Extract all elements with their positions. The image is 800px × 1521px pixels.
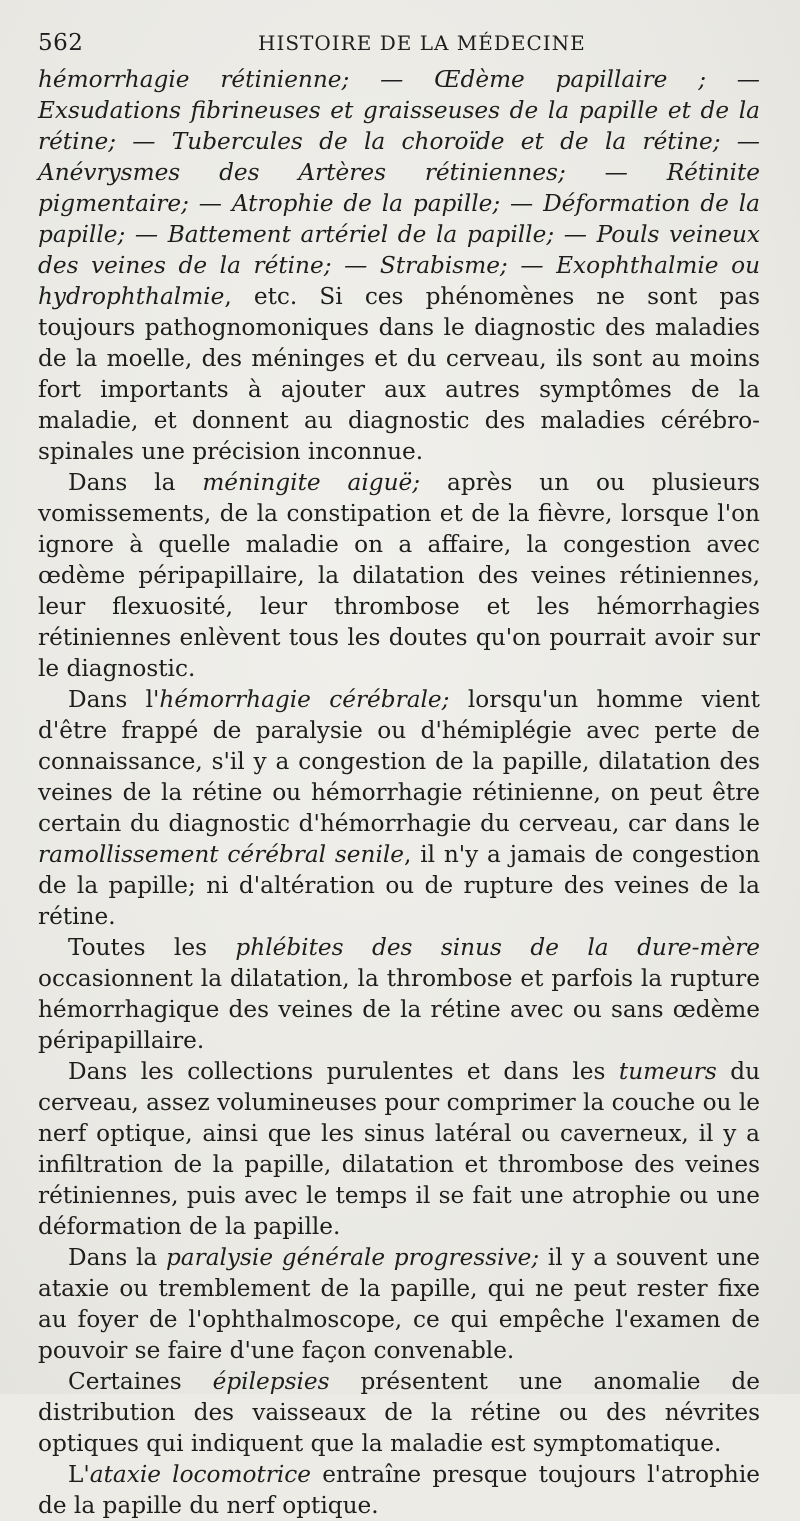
text-run: , etc. Si ces phénomènes ne sont pas toujours pathognomoniques dans le diagnostic des maladies de la moelle, des méninges et du cerveau, ils sont au moins fort importants à ajouter aux autres symptômes de la maladie, et donnent au diagnostic des maladies cérébro-spinales une précision inconnue. — [38, 283, 760, 465]
paragraph — [38, 1242, 760, 1366]
italic-term: ramollissement cérébral senile — [38, 841, 405, 868]
italic-term: épilepsies — [212, 1368, 330, 1395]
text-run: , il n'y a jamais de congestion de la papille; ni d'altération ou de rupture des veines de la rétine. — [38, 841, 761, 930]
italic-term: ataxie locomotrice — [89, 1461, 311, 1488]
paragraph — [38, 64, 760, 467]
italic-term: phlébites des sinus de la dure-mère — [235, 934, 760, 961]
text-run: entraîne presque toujours l'atrophie de la papille du nerf optique. — [38, 1461, 761, 1519]
paragraph — [38, 467, 760, 684]
text-run: après un ou plusieurs vomissements, de la constipation et de la fièvre, lorsque l'on ignore à quelle maladie on a affaire, la congestion avec œdème péripapillaire, la dilatation des veines rétiniennes, leur flexuosité, leur thrombose et les hémorrhagies rétiniennes enlèvent tous les doutes qu'on pourrait avoir sur le diagnostic. — [38, 469, 761, 682]
text-run: Dans la — [68, 469, 203, 496]
paragraph — [38, 1459, 760, 1521]
text-run: Dans l' — [68, 686, 160, 713]
paragraph — [38, 1366, 760, 1459]
paragraph — [38, 684, 760, 932]
text-run: présentent une anomalie de distribution des vaisseaux de la rétine ou des névrites optiques qui indiquent que la maladie est symptomatique. — [38, 1368, 760, 1457]
text-run: L' — [68, 1461, 90, 1488]
text-run: du cerveau, assez volumineuses pour comprimer la couche ou le nerf optique, ainsi que les sinus latéral ou caverneux, il y a infiltration de la papille, dilatation et thrombose des veines rétiniennes, puis avec le temps il se fait une atrophie ou une déformation de la papille. — [38, 1058, 760, 1240]
italic-term: méningite aiguë; — [202, 469, 421, 496]
text-run: Dans les collections purulentes et dans les — [68, 1058, 619, 1085]
italic-term: tumeurs — [618, 1058, 717, 1085]
text-run: Certaines — [68, 1368, 213, 1395]
italic-term: paralysie générale progressive; — [165, 1244, 540, 1271]
text-run: Dans la — [68, 1244, 166, 1271]
text-run: lorsqu'un homme vient d'être frappé de paralysie ou d'hémiplégie avec perte de connaissance, s'il y a congestion de la papille, dilatation des veines de la rétine ou hémorrhagie rétinienne, on peut être certain du diagnostic d'hémorrhagie du cerveau, car dans le — [38, 686, 760, 837]
running-title: HISTOIRE DE LA MÉDECINE — [258, 31, 586, 55]
text-run: occasionnent la dilatation, la thrombose et parfois la rupture hémorrhagique des veines de la rétine avec ou sans œdème péripapillaire. — [38, 965, 760, 1054]
italic-term: hémorrhagie rétinienne; — Œdème papillaire ; — Exsudations fibrineuses et graisseuses de la papille et de la rétine; — Tubercules de la choroïde et de la rétine; — Anévrysmes des Artères rétiniennes; — Rétinite pigmentaire; — Atrophie de la papille; — Déformation de la papille; — Battement artériel de la papille; — Pouls veineux des veines de la rétine; — Strabisme; — Exophthalmie ou hydrophthalmie — [38, 66, 760, 310]
paragraph — [38, 932, 760, 1056]
page-number: 562 — [38, 30, 84, 56]
italic-term: hémorrhagie cérébrale; — [159, 686, 450, 713]
paragraph — [38, 1056, 760, 1242]
text-run: Toutes les — [68, 934, 236, 961]
body-text — [38, 64, 760, 1521]
text-run: il y a souvent une ataxie ou tremblement de la papille, qui ne peut rester fixe au foyer de l'ophthalmoscope, ce qui empêche l'examen de pouvoir se faire d'une façon convenable. — [38, 1244, 760, 1364]
page-header — [38, 30, 760, 64]
